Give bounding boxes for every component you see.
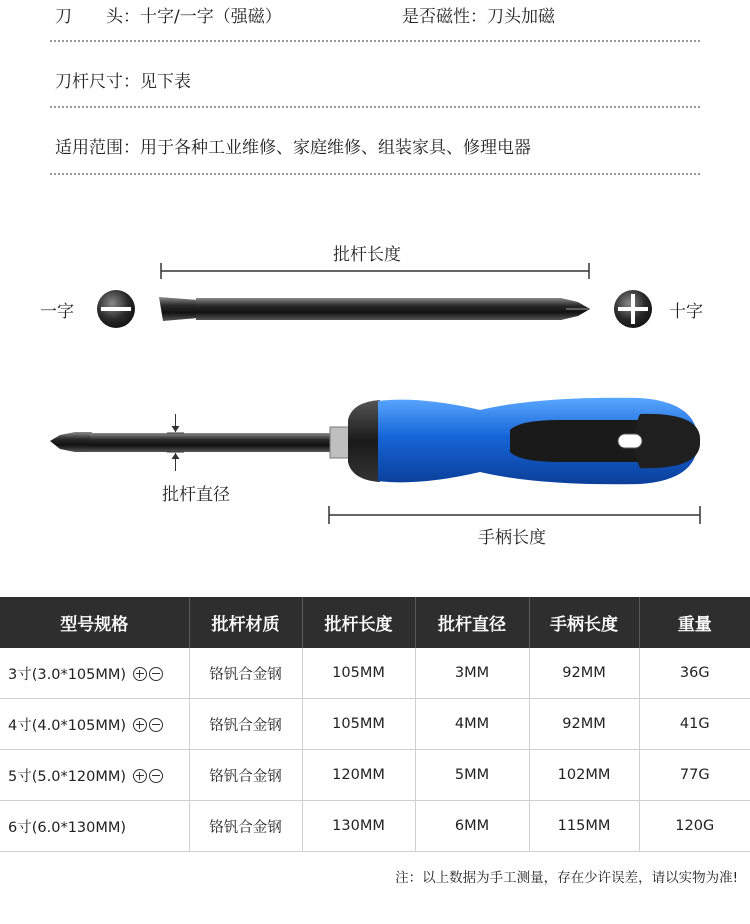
cross-tip-icon bbox=[133, 667, 147, 681]
cell-material: 铬钒合金钢 bbox=[189, 801, 302, 852]
spec-table bbox=[0, 597, 750, 852]
flat-tip-icon bbox=[97, 290, 135, 328]
cell-model bbox=[0, 648, 189, 699]
table-row bbox=[0, 699, 750, 750]
handle-length-dimension bbox=[329, 506, 700, 524]
spec-head-label: 刀 头： bbox=[55, 7, 140, 27]
spec-head-value: 十字/一字（强磁） bbox=[140, 7, 282, 27]
cell-material: 铬钒合金钢 bbox=[189, 648, 302, 699]
cell-length: 120MM bbox=[302, 750, 415, 801]
double-bit bbox=[159, 297, 590, 321]
table-row bbox=[0, 648, 750, 699]
measurement-note: 注：以上数据为手工测量，存在少许误差，请以实物为准! bbox=[395, 870, 738, 886]
cell-length: 105MM bbox=[302, 699, 415, 750]
cell-diameter: 6MM bbox=[415, 801, 529, 852]
cell-weight: 36G bbox=[639, 648, 750, 699]
cross-tip-icon bbox=[133, 769, 147, 783]
spec-magnetic: 是否磁性：刀头加磁 bbox=[402, 7, 555, 27]
cell-weight: 77G bbox=[639, 750, 750, 801]
cell-model bbox=[0, 699, 189, 750]
cell-weight: 120G bbox=[639, 801, 750, 852]
flat-tip-icon bbox=[149, 718, 163, 732]
handle-length-label: 手柄长度 bbox=[478, 528, 546, 548]
model-text: 4寸(4.0*105MM) bbox=[8, 717, 127, 734]
cell-model bbox=[0, 801, 189, 852]
header-weight: 重量 bbox=[639, 597, 750, 648]
cell-length: 130MM bbox=[302, 801, 415, 852]
cross-tip-icon bbox=[614, 290, 652, 328]
cell-handle: 102MM bbox=[529, 750, 639, 801]
spec-shaft-size: 刀杆尺寸：见下表 bbox=[55, 72, 191, 92]
header-handle-length: 手柄长度 bbox=[529, 597, 639, 648]
cell-handle: 115MM bbox=[529, 801, 639, 852]
cell-material: 铬钒合金钢 bbox=[189, 750, 302, 801]
cell-diameter: 5MM bbox=[415, 750, 529, 801]
screwdriver bbox=[50, 398, 700, 485]
model-text: 6寸(6.0*130MM) bbox=[8, 819, 127, 836]
cell-diameter: 3MM bbox=[415, 648, 529, 699]
header-shaft-length: 批杆长度 bbox=[302, 597, 415, 648]
table-header-row bbox=[0, 597, 750, 648]
cell-material: 铬钒合金钢 bbox=[189, 699, 302, 750]
spec-usage: 适用范围：用于各种工业维修、家庭维修、组装家具、修理电器 bbox=[55, 138, 531, 158]
flat-tip-icon bbox=[149, 769, 163, 783]
table-row bbox=[0, 801, 750, 852]
flat-tip-label: 一字 bbox=[40, 302, 74, 322]
table-row bbox=[0, 750, 750, 801]
cross-tip-icon bbox=[133, 718, 147, 732]
cell-weight: 41G bbox=[639, 699, 750, 750]
header-material: 批杆材质 bbox=[189, 597, 302, 648]
shaft-length-label: 批杆长度 bbox=[333, 245, 401, 265]
header-model: 型号规格 bbox=[0, 597, 189, 648]
cell-diameter: 4MM bbox=[415, 699, 529, 750]
cell-model bbox=[0, 750, 189, 801]
cell-handle: 92MM bbox=[529, 648, 639, 699]
header-shaft-diameter: 批杆直径 bbox=[415, 597, 529, 648]
cell-length: 105MM bbox=[302, 648, 415, 699]
flat-tip-icon bbox=[149, 667, 163, 681]
model-text: 3寸(3.0*105MM) bbox=[8, 666, 127, 683]
shaft-diameter-label: 批杆直径 bbox=[162, 485, 230, 505]
cell-handle: 92MM bbox=[529, 699, 639, 750]
model-text: 5寸(5.0*120MM) bbox=[8, 768, 127, 785]
cross-tip-label: 十字 bbox=[669, 302, 703, 322]
shaft-length-dimension bbox=[161, 263, 589, 279]
